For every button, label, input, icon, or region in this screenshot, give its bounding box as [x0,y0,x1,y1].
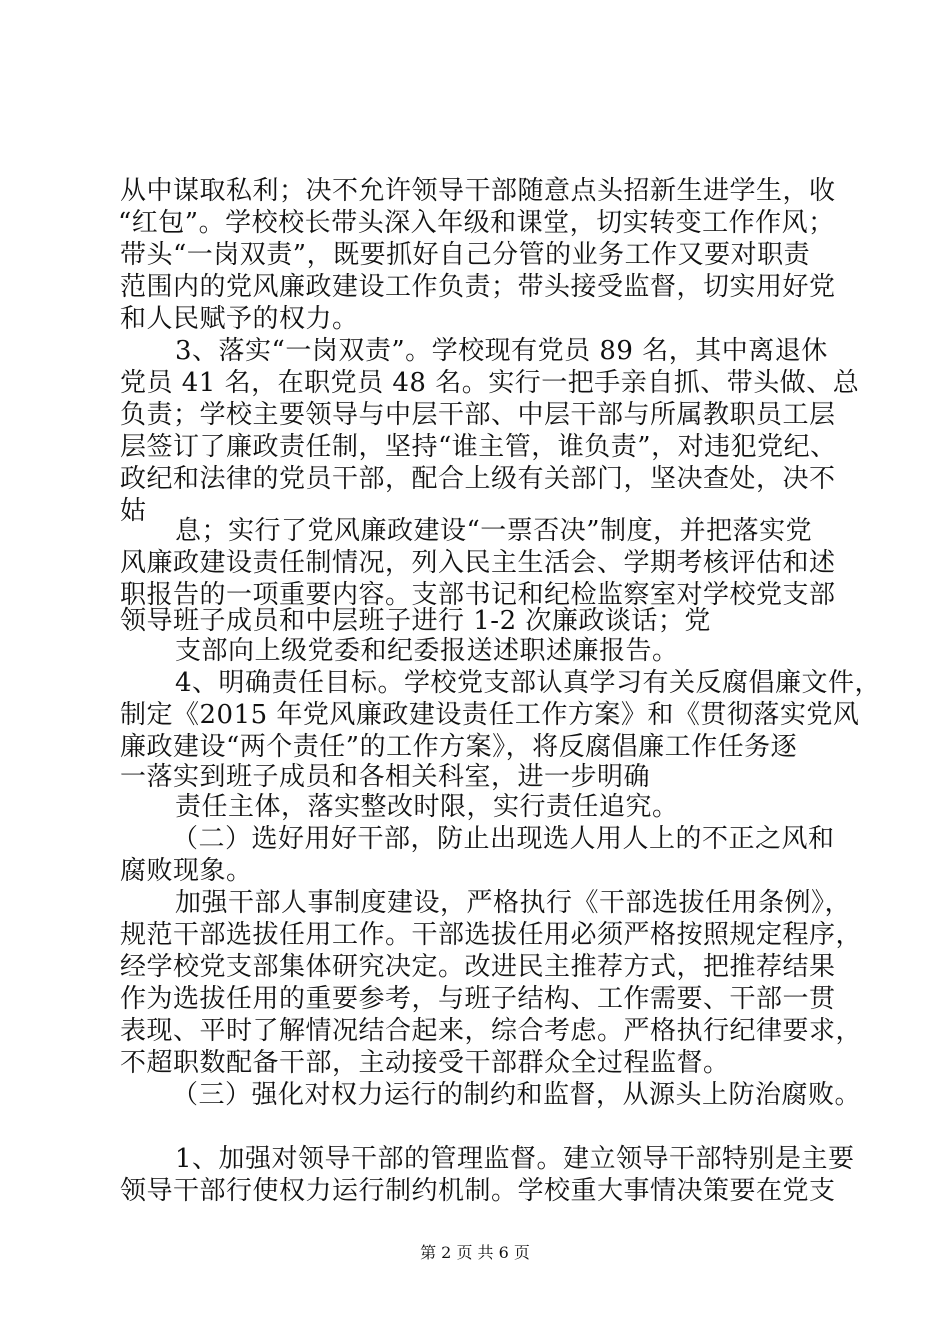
text-line: 领导干部行使权力运行制约机制。学校重大事情决策要在党支 [120,1176,836,1206]
text-line: 姑 [120,496,147,526]
text-line: 息；实行了党风廉政建设“一票否决”制度，并把落实党 [175,516,813,546]
text-line: 腐败现象。 [120,856,253,886]
text-line: “红包”。学校校长带头深入年级和课堂，切实转变工作作风； [118,208,835,238]
text-line: 层签订了廉政责任制，坚持“谁主管，谁负责”，对违犯党纪、 [120,432,837,462]
text-line: 表现、平时了解情况结合起来，综合考虑。严格执行纪律要求， [120,1016,863,1046]
text-line: 政纪和法律的党员干部，配合上级有关部门，坚决查处，决不 [120,464,836,494]
page-footer: 第 2 页 共 6 页 [420,1243,530,1262]
text-line: 加强干部人事制度建设，严格执行《干部选拔任用条例》， [175,888,852,918]
text-line: 4、明确责任目标。学校党支部认真学习有关反腐倡廉文件， [175,668,882,698]
text-line: 规范干部选拔任用工作。干部选拔任用必须严格按照规定程序， [120,920,863,950]
text-line: 领导班子成员和中层班子进行 1-2 次廉政谈话；党 [120,606,711,636]
text-line: 经学校党支部集体研究决定。改进民主推荐方式，把推荐结果 [120,952,836,982]
text-line: 不超职数配备干部，主动接受干部群众全过程监督。 [120,1048,730,1078]
text-line: 一落实到班子成员和各相关科室，进一步明确 [120,762,651,792]
text-line: 制定《2015 年党风廉政建设责任工作方案》和《贯彻落实党风 [120,700,860,730]
text-line: 廉政建设“两个责任”的工作方案》，将反腐倡廉工作任务逐 [120,732,798,762]
text-line: 职报告的一项重要内容。支部书记和纪检监察室对学校党支部 [120,580,836,610]
text-line: 风廉政建设责任制情况，列入民主生活会、学期考核评估和述 [120,548,836,578]
text-line: 范围内的党风廉政建设工作负责；带头接受监督，切实用好党 [120,272,836,302]
text-line: 和人民赋予的权力。 [120,304,359,334]
text-line: （三）强化对权力运行的制约和监督，从源头上防治腐败。 [172,1080,862,1110]
text-line: 作为选拔任用的重要参考，与班子结构、工作需要、干部一贯 [120,984,836,1014]
text-line: 支部向上级党委和纪委报送述职述廉报告。 [175,636,679,666]
text-line: 党员 41 名，在职党员 48 名。实行一把手亲自抓、带头做、总 [120,368,860,398]
text-line: 责任主体，落实整改时限，实行责任追究。 [175,792,679,822]
text-line: 从中谋取私利；决不允许领导干部随意点头招新生进学生，收 [120,176,836,206]
text-line: 带头“一岗双责”，既要抓好自己分管的业务工作又要对职责 [120,240,811,270]
text-line: 1、加强对领导干部的管理监督。建立领导干部特别是主要 [175,1144,855,1174]
text-line: 负责；学校主要领导与中层干部、中层干部与所属教职员工层 [120,400,836,430]
text-line: 3、落实“一岗双责”。学校现有党员 89 名，其中离退休 [175,336,828,366]
text-line: （二）选好用好干部，防止出现选人用人上的不正之风和 [172,824,835,854]
